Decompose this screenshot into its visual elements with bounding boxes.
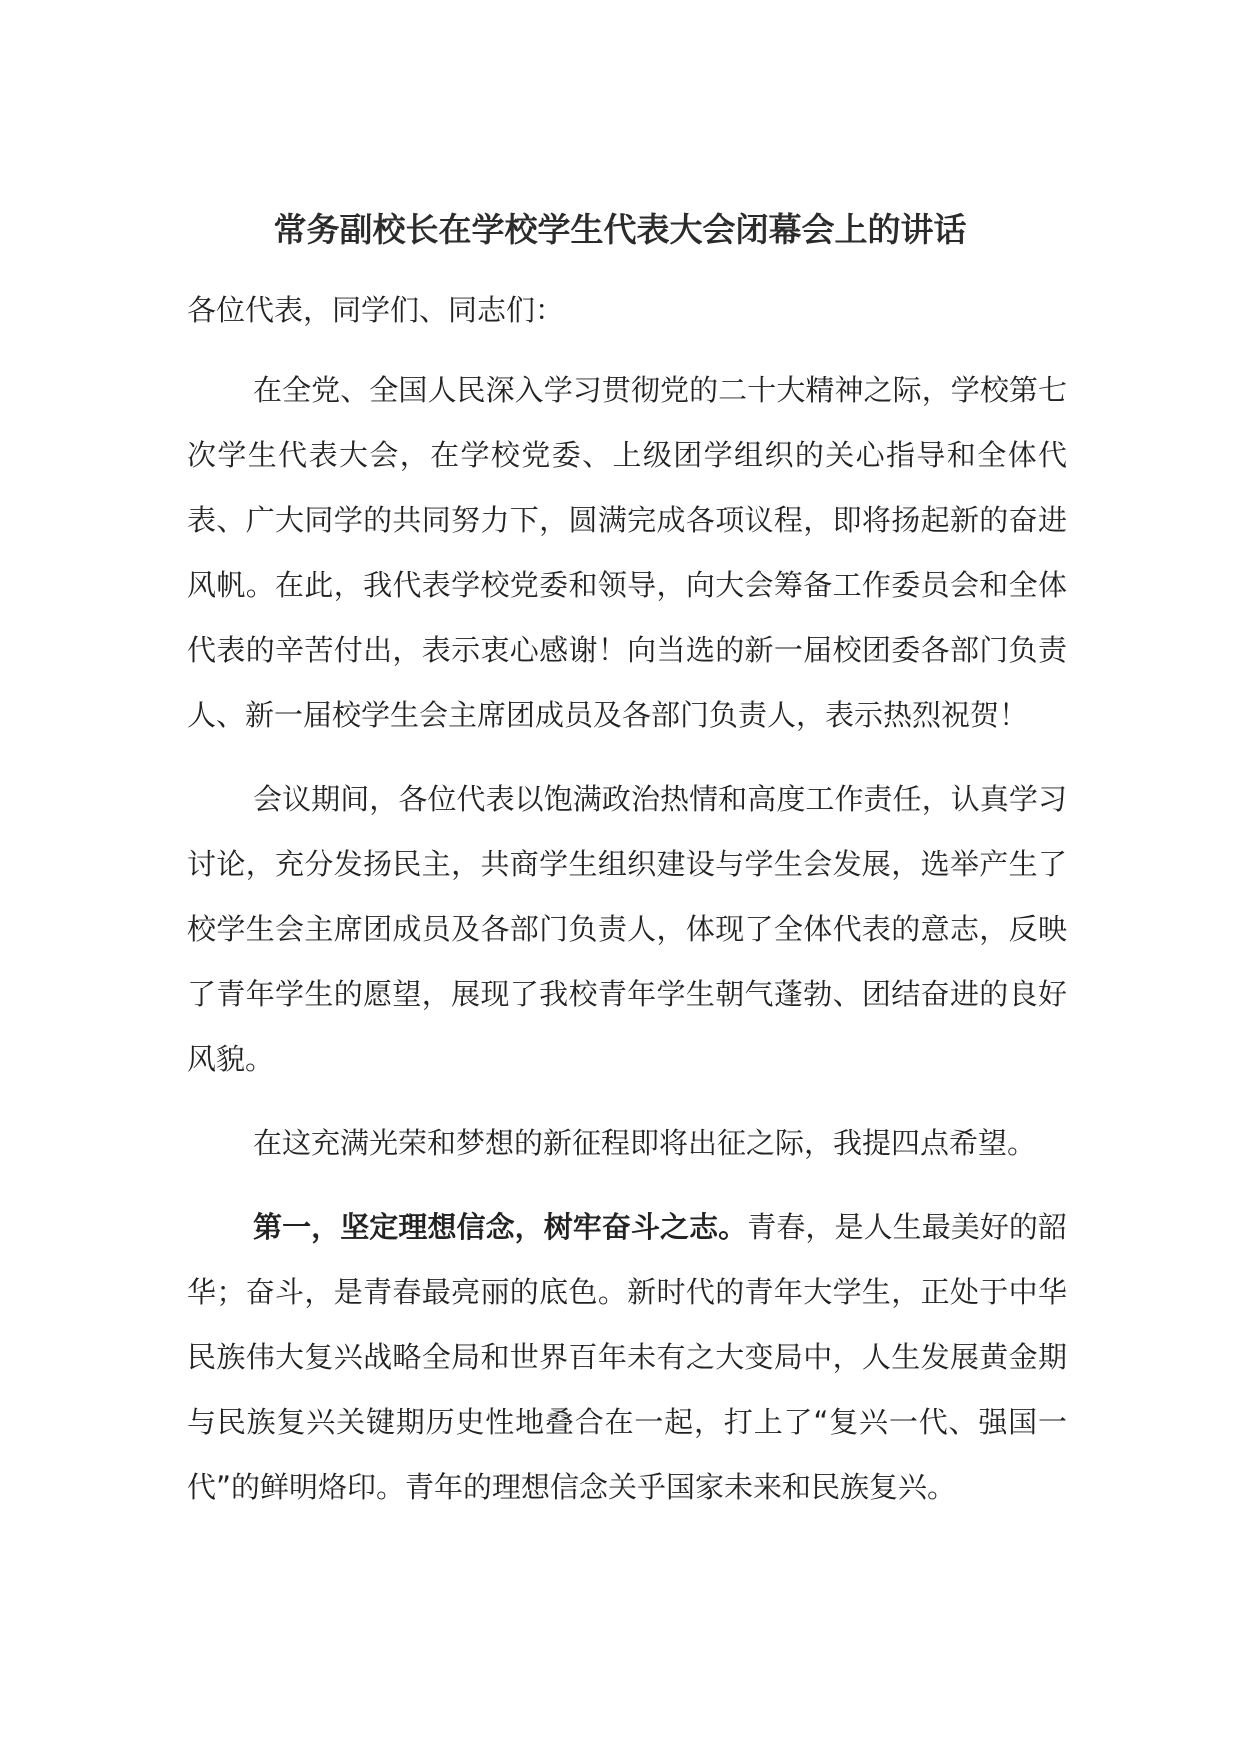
- paragraph-text: 会议期间，各位代表以饱满政治热情和高度工作责任，认真学习讨论，充分发扬民主，共商学生组织建设与学生会发展，选举产生了校学生会主席团成员及各部门负责人，体现了全体代表的意志，反映了青年学生的愿望，展现了我校青年学生朝气蓬勃、团结奋进的良好风貌。: [187, 782, 1067, 1076]
- paragraph-first-hope: [187, 1195, 1067, 1520]
- paragraph-text: 在全党、全国人民深入学习贯彻党的二十大精神之际，学校第七次学生代表大会，在学校党委、上级团学组织的关心指导和全体代表、广大同学的共同努力下，圆满完成各项议程，即将扬起新的奋进风帆。在此，我代表学校党委和领导，向大会筹备工作委员会和全体代表的辛苦付出，表示衷心感谢！向当选的新一届校团委各部门负责人、新一届校学生会主席团成员及各部门负责人，表示热烈祝贺！: [187, 373, 1067, 732]
- paragraph-meeting-summary: [187, 767, 1067, 1092]
- paragraph-text: 青春，是人生最美好的韶华；奋斗，是青春最亮丽的底色。新时代的青年大学生，正处于中华民族伟大复兴战略全局和世界百年未有之大变局中，人生发展黄金期与民族复兴关键期历史性地叠合在一起，打上了“复兴一代、强国一代”的鲜明烙印。青年的理想信念关乎国家未来和民族复兴。: [187, 1210, 1067, 1504]
- paragraph-lead-heading: 第一，坚定理想信念，树牢奋斗之志。: [253, 1210, 748, 1244]
- paragraph-opening: [187, 358, 1067, 748]
- paragraph-text: 在这充满光荣和梦想的新征程即将出征之际，我提四点希望。: [253, 1126, 1037, 1160]
- salutation: 各位代表，同学们、同志们：: [187, 293, 565, 327]
- document-title: 常务副校长在学校学生代表大会闭幕会上的讲话: [273, 210, 967, 249]
- paragraph-four-hopes: [187, 1111, 1067, 1176]
- document-body: [187, 358, 1067, 1539]
